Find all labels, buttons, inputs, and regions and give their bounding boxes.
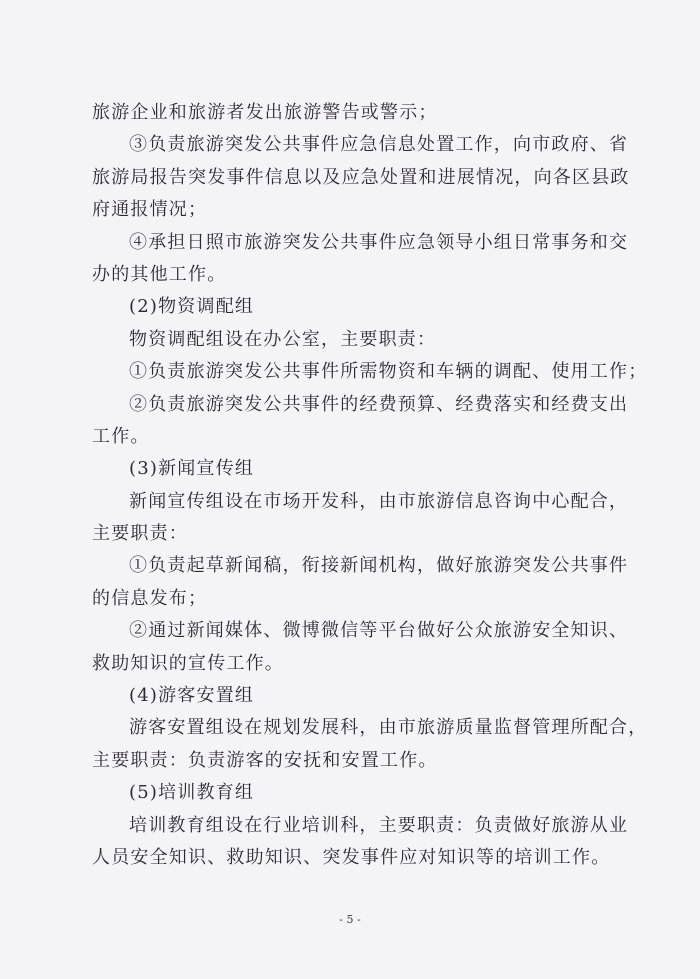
text-line: 旅游企业和旅游者发出旅游警告或警示；	[92, 102, 438, 123]
document-body	[92, 97, 648, 874]
text-line: 物资调配组设在办公室，主要职责：	[129, 328, 437, 350]
text-line: 办的其他工作。	[92, 263, 227, 285]
text-line: 游客安置组设在规划发展科，由市旅游质量监督管理所配合，	[129, 717, 648, 739]
text-line: 的信息发布；	[92, 587, 208, 609]
text-line: ②负责旅游突发公共事件的经费预算、经费落实和经费支出	[129, 393, 629, 415]
text-line: ③负责旅游突发公共事件应急信息处置工作，向市政府、省	[129, 134, 629, 156]
text-line: 旅游局报告突发事件信息以及应急处置和进展情况，向各区县政	[92, 166, 630, 188]
section-heading: (2)物资调配组	[129, 296, 255, 318]
section-heading: (5)培训教育组	[129, 782, 255, 804]
section-heading: (4)游客安置组	[129, 685, 255, 707]
text-line: 救助知识的宣传工作。	[92, 652, 284, 674]
text-line: ④承担日照市旅游突发公共事件应急领导小组日常事务和交	[129, 231, 629, 253]
section-heading: (3)新闻宣传组	[129, 458, 255, 480]
text-line: 主要职责：	[92, 523, 188, 545]
text-line: 人员安全知识、救助知识、突发事件应对知识等的培训工作。	[92, 846, 611, 868]
text-line: ①负责起草新闻稿，衔接新闻机构，做好旅游突发公共事件	[129, 555, 629, 577]
text-line: 主要职责：负责游客的安抚和安置工作。	[92, 749, 438, 771]
text-line: 新闻宣传组设在市场开发科，由市旅游信息咨询中心配合，	[129, 490, 629, 512]
text-line: 府通报情况；	[92, 199, 208, 221]
text-line: ②通过新闻媒体、微博微信等平台做好公众旅游安全知识、	[129, 620, 629, 642]
text-line: 工作。	[92, 425, 150, 447]
page-number: - 5 -	[339, 913, 361, 926]
text-line: ①负责旅游突发公共事件所需物资和车辆的调配、使用工作；	[129, 361, 648, 383]
text-line: 培训教育组设在行业培训科，主要职责：负责做好旅游从业	[129, 814, 629, 836]
